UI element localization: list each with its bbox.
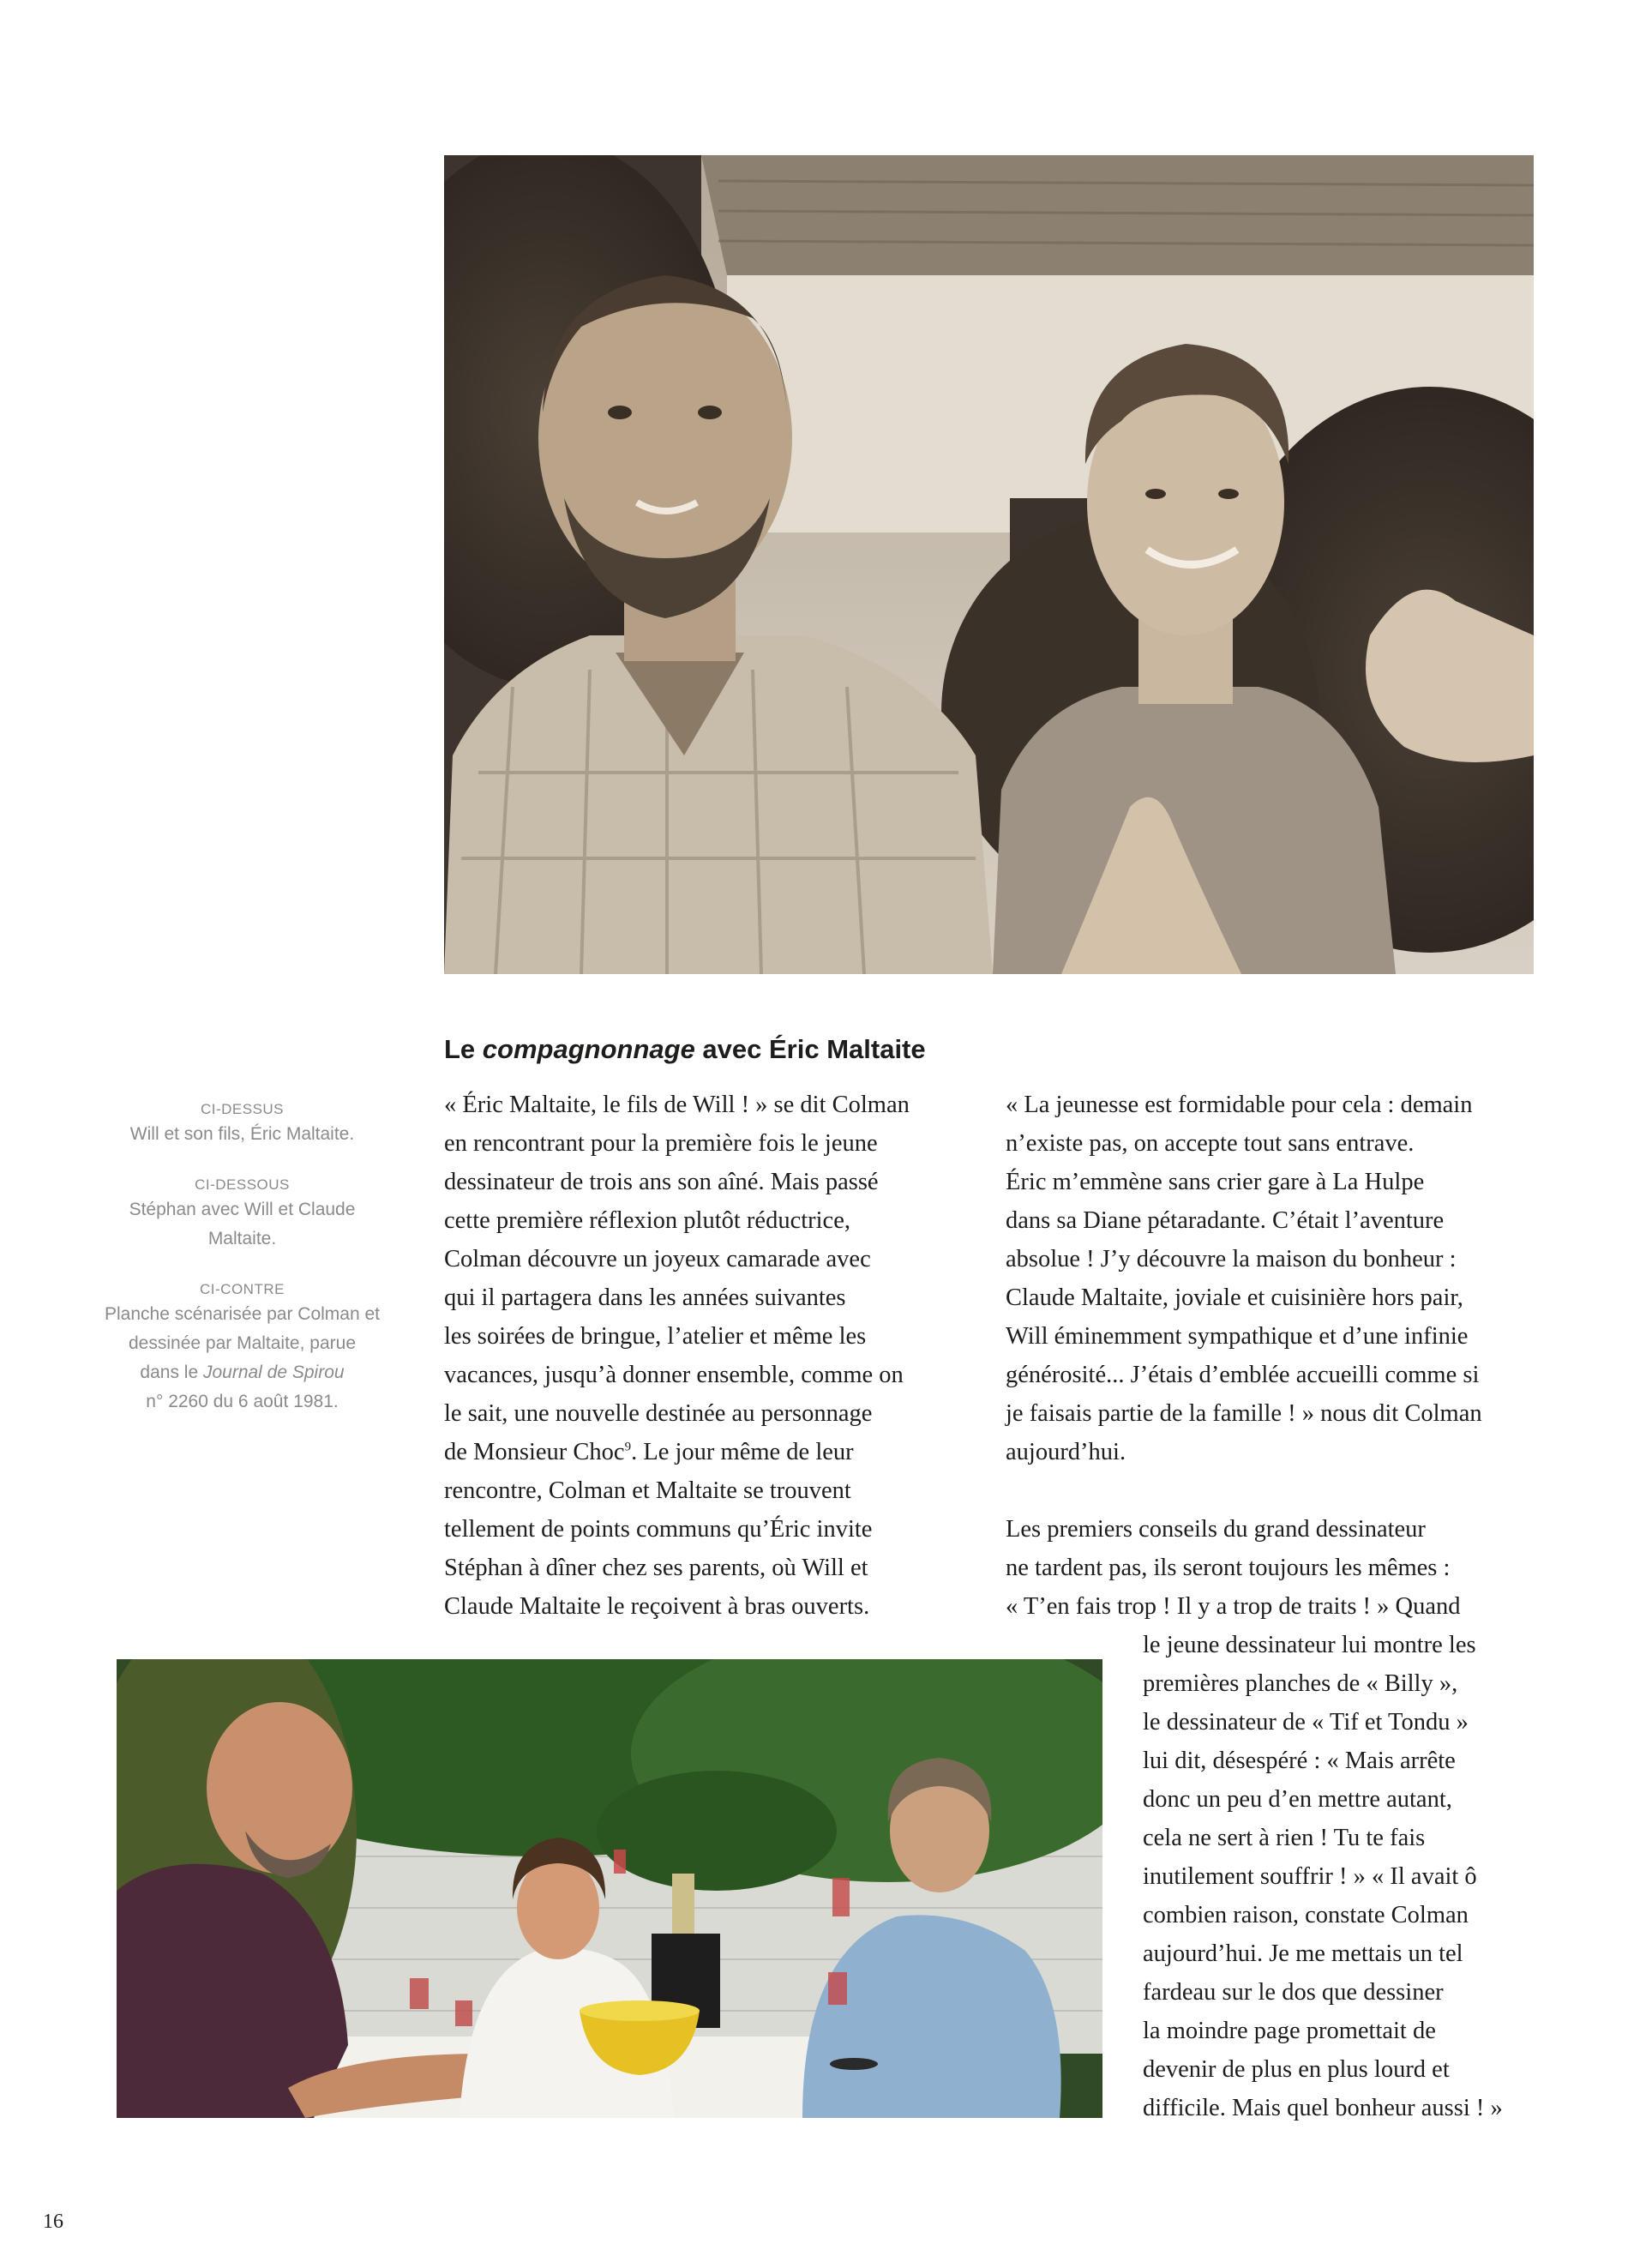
section-heading xyxy=(444,1034,926,1065)
text-line: devenir de plus en plus lourd et xyxy=(1143,2056,1450,2083)
footnote-ref[interactable]: 9 xyxy=(624,1440,632,1454)
text-line: Will éminemment sympathique et d’une infinie xyxy=(1006,1323,1469,1350)
text-line: en rencontrant pour la première fois le jeune xyxy=(444,1130,878,1157)
caption-line: Planche scénarisée par Colman et xyxy=(104,1304,380,1324)
photo-will-and-eric xyxy=(444,155,1534,974)
text-line: aujourd’hui. Je me mettais un tel xyxy=(1143,1940,1463,1967)
text-line-footnote xyxy=(444,1433,910,1471)
text-line: fardeau sur le dos que dessiner xyxy=(1143,1979,1444,2006)
text-line: ne tardent pas, ils seront toujours les mêmes : xyxy=(1006,1555,1451,1581)
caption-above xyxy=(94,1099,390,1149)
text-line: absolue ! J’y découvre la maison du bonheur : xyxy=(1006,1246,1457,1272)
heading-after: avec Éric Maltaite xyxy=(694,1034,926,1064)
text-line: Éric m’emmène sans crier gare à La Hulpe xyxy=(1006,1169,1425,1195)
text-line: dans sa Diane pétaradante. C’était l’aventure xyxy=(1006,1207,1445,1234)
text-line: je faisais partie de la famille ! » nous dit Colman xyxy=(1006,1400,1482,1427)
text-line: difficile. Mais quel bonheur aussi ! » xyxy=(1143,2095,1503,2121)
text-line: Claude Maltaite le reçoivent à bras ouverts. xyxy=(444,1593,870,1620)
page-number: 16 xyxy=(43,2211,63,2233)
text-line: n’existe pas, on accepte tout sans entrave. xyxy=(1006,1130,1415,1157)
caption-opposite xyxy=(94,1279,390,1417)
text-line: premières planches de « Billy », xyxy=(1143,1670,1458,1697)
heading-italic: compagnonnage xyxy=(482,1034,695,1064)
text-line: combien raison, constate Colman xyxy=(1143,1902,1469,1928)
text-line: vacances, jusqu’à donner ensemble, comme on xyxy=(444,1362,904,1388)
caption-label: CI-DESSUS xyxy=(200,1101,285,1117)
text-line: Les premiers conseils du grand dessinateur xyxy=(1006,1516,1426,1543)
text-line: lui dit, désespéré : « Mais arrête xyxy=(1143,1748,1456,1774)
text-line: le dessinateur de « Tif et Tondu » xyxy=(1143,1709,1469,1736)
text-line: cette première réflexion plutôt réductrice, xyxy=(444,1207,850,1234)
photo-will-and-eric-image xyxy=(444,155,1534,974)
text-line: dessinateur de trois ans son aîné. Mais passé xyxy=(444,1169,879,1195)
text-line: qui il partagera dans les années suivantes xyxy=(444,1284,846,1311)
text-line: « Éric Maltaite, le fils de Will ! » se dit Colman xyxy=(444,1092,910,1118)
captions-sidebar xyxy=(94,1099,390,1442)
text-line: donc un peu d’en mettre autant, xyxy=(1143,1786,1452,1813)
body-column-3 xyxy=(1143,1626,1503,2127)
text-line: « La jeunesse est formidable pour cela : demain xyxy=(1006,1092,1473,1118)
caption-below xyxy=(94,1175,390,1254)
heading-before: Le xyxy=(444,1034,483,1064)
text-line: la moindre page promettait de xyxy=(1143,2018,1436,2044)
text-line: aujourd’hui. xyxy=(1006,1439,1126,1465)
body-column-2 xyxy=(1006,1086,1482,1626)
body-column-1 xyxy=(444,1086,910,1626)
caption-text xyxy=(94,1300,390,1417)
text-line: Stéphan à dîner chez ses parents, où Will et xyxy=(444,1555,868,1581)
text-line: Colman découvre un joyeux camarade avec xyxy=(444,1246,871,1272)
caption-line: dessinée par Maltaite, parue xyxy=(129,1333,356,1353)
caption-text: Will et son fils, Éric Maltaite. xyxy=(129,1124,355,1144)
text-line: le jeune dessinateur lui montre les xyxy=(1143,1632,1476,1658)
photo-stephan-will-claude xyxy=(117,1659,1102,2118)
text-line: rencontre, Colman et Maltaite se trouvent xyxy=(444,1477,851,1504)
caption-label: CI-CONTRE xyxy=(200,1281,285,1297)
text-line: inutilement souffrir ! » « Il avait ô xyxy=(1143,1863,1477,1890)
text-fragment: . Le jour même de leur xyxy=(631,1439,854,1465)
photo-stephan-will-claude-image xyxy=(117,1659,1102,2118)
text-line: les soirées de bringue, l’atelier et même les xyxy=(444,1323,867,1350)
caption-journal-title: Journal de Spirou xyxy=(202,1363,345,1382)
caption-label: CI-DESSOUS xyxy=(195,1176,290,1193)
caption-line: n° 2260 du 6 août 1981. xyxy=(146,1392,339,1411)
caption-text: Stéphan avec Will et Claude Maltaite. xyxy=(129,1200,356,1248)
text-fragment: de Monsieur Choc xyxy=(444,1439,625,1465)
text-line: Claude Maltaite, joviale et cuisinière hors pair, xyxy=(1006,1284,1463,1311)
text-line: le sait, une nouvelle destinée au personnage xyxy=(444,1400,873,1427)
text-line: tellement de points communs qu’Éric invite xyxy=(444,1516,873,1543)
caption-line-prefix: dans le xyxy=(140,1363,203,1382)
text-line: « T’en fais trop ! Il y a trop de traits ! » Quand xyxy=(1006,1593,1461,1620)
paragraph-gap xyxy=(1006,1471,1482,1510)
text-line: générosité... J’étais d’emblée accueilli comme si xyxy=(1006,1362,1480,1388)
text-line: cela ne sert à rien ! Tu te fais xyxy=(1143,1825,1426,1851)
